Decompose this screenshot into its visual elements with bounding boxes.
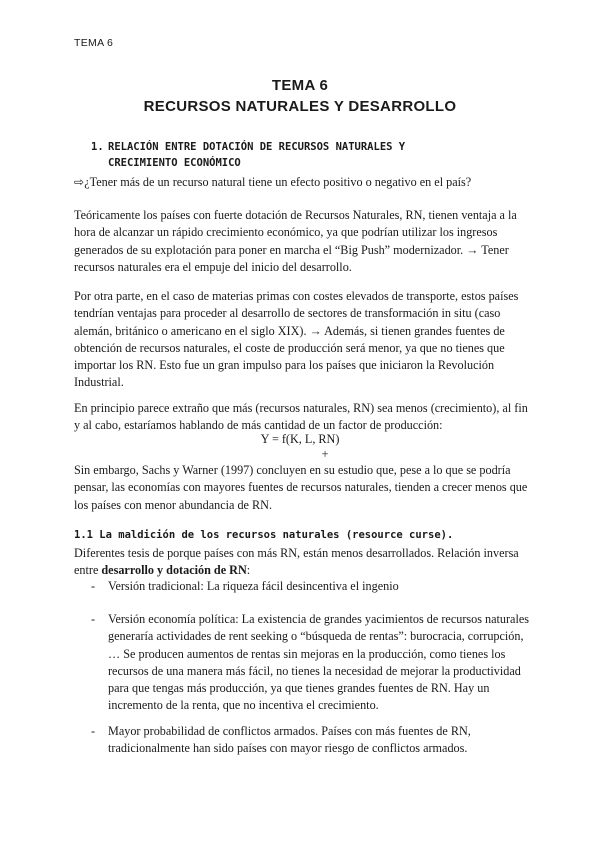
text-line: obtención de recursos naturales, el coste de producción será menor, ya que no tienes que <box>74 340 505 355</box>
text-line: tendrían ventajas para proceder al desarrollo de sectores de transformación in situ (caso <box>74 306 501 321</box>
bullet-text <box>108 578 536 595</box>
page-title: TEMA 6 <box>271 77 329 94</box>
text-line: Sin embargo, Sachs y Warner (1997) concluyen en su estudio que, pese a lo que se podría <box>74 463 511 477</box>
text-line: incremento de la renta, que no incentiva el crecimiento. <box>108 698 379 713</box>
paragraph-4 <box>74 462 534 514</box>
text-line: los países con menor abundancia de RN. <box>74 497 272 512</box>
section-number: 1. <box>91 141 104 153</box>
plus-sign: + <box>321 447 329 461</box>
text-line: recursos naturales era el empuje del inicio del desarrollo. <box>74 259 352 274</box>
section-title <box>108 140 478 171</box>
bullet-text <box>108 611 536 715</box>
text-run: entre <box>74 563 102 578</box>
text-line: recursos de una manera más fácil, no tienes la necesidad de mejorar la productividad <box>108 663 521 678</box>
paragraph-3 <box>74 400 534 435</box>
text-line: Versión tradicional: La riqueza fácil desincentiva el ingenio <box>108 579 399 593</box>
text-line: y al cabo, estaríamos hablando de más cantidad de un factor de producción: <box>74 418 443 433</box>
text-line: En principio parece extraño que más (recursos naturales, RN) sea menos (crecimiento), al fin <box>74 401 528 415</box>
text-line: Industrial. <box>74 375 124 390</box>
page-subtitle: RECURSOS NATURALES Y DESARROLLO <box>143 98 457 115</box>
production-formula: Y = f(K, L, RN) <box>260 432 340 446</box>
text-line: hora de alcanzar un rápido crecimiento económico, ya que podrían utilizar los ingresos <box>74 225 498 240</box>
bullet-text <box>108 723 536 758</box>
question-line: ⇨¿Tener más de un recurso natural tiene un efecto positivo o negativo en el país? <box>74 175 472 189</box>
bold-phrase: desarrollo y dotación de RN <box>101 563 247 578</box>
text-line: Teóricamente los países con fuerte dotación de Recursos Naturales, RN, tienen ventaja a la <box>74 208 517 222</box>
text-line: tradicionalmente han sido países con mayor riesgo de conflictos armados. <box>108 741 468 756</box>
section-title-line-1: RELACIÓN ENTRE DOTACIÓN DE RECURSOS NATURALES Y <box>108 141 406 153</box>
bullet-dash: - <box>91 612 96 626</box>
text-line: Versión economía política: La existencia de grandes yacimientos de recursos naturales <box>108 612 529 626</box>
paragraph-1 <box>74 207 534 276</box>
subsection-1-1-heading: 1.1 La maldición de los recursos naturales (resource curse). <box>74 529 454 541</box>
text-line: … Se producen aumentos de rentas sin mejoras en la producción, como tienes los <box>108 646 506 661</box>
text-line: Mayor probabilidad de conflictos armados. Países con más fuentes de RN, <box>108 724 471 738</box>
text-run: : <box>246 563 251 578</box>
text-line: Diferentes tesis de porque países con más RN, están menos desarrollados. Relación inversa <box>74 546 519 560</box>
text-line: importar los RN. Esto fue un gran impulso para los países que iniciaron la Revolución <box>74 358 495 373</box>
paragraph-2 <box>74 288 534 392</box>
section-title-line-2: CRECIMIENTO ECONÓMICO <box>108 156 241 169</box>
bullet-dash: - <box>91 724 96 738</box>
text-line <box>74 562 534 579</box>
text-line: generaría actividades de rent seeking o “búsqueda de rentas”: burocracia, corrupción, <box>108 629 524 644</box>
text-line: pensar, las economías con mayores fuentes de recursos naturales, tienden a crecer menos que <box>74 480 528 495</box>
text-line: generados de su explotación para poner en marcha el “Big Push” modernizador. → Tener <box>74 242 509 257</box>
bullet-dash: - <box>91 579 96 593</box>
text-line: para que tengas más producción, ya que tienes grandes fuentes de RN. Hay un <box>108 681 490 696</box>
page-header: TEMA 6 <box>74 37 114 49</box>
text-line: alemán, británico o americano en el siglo XIX). → Además, si tienen grandes fuentes de <box>74 323 505 338</box>
text-line: Por otra parte, en el caso de materias primas con costes elevados de transporte, estos países <box>74 289 519 303</box>
paragraph-5 <box>74 545 534 580</box>
